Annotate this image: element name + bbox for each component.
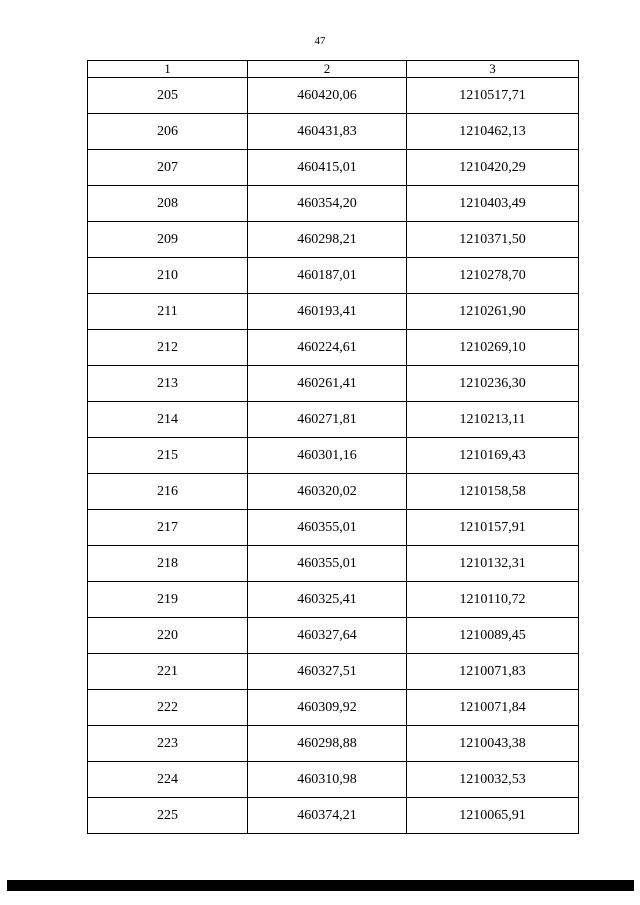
bottom-bar [7, 880, 634, 891]
table-row [88, 258, 579, 294]
header-cell-2: 2 [248, 61, 407, 78]
y-coordinate-cell: 1210065,91 [407, 798, 579, 834]
y-coordinate-cell: 1210269,10 [407, 330, 579, 366]
point-number-cell: 219 [88, 582, 248, 618]
table-row [88, 438, 579, 474]
y-coordinate-cell: 1210043,38 [407, 726, 579, 762]
x-coordinate-cell: 460374,21 [248, 798, 407, 834]
x-coordinate-cell: 460325,41 [248, 582, 407, 618]
point-number-cell: 225 [88, 798, 248, 834]
table-body [88, 78, 579, 834]
point-number-cell: 214 [88, 402, 248, 438]
point-number-cell: 206 [88, 114, 248, 150]
point-number-cell: 224 [88, 762, 248, 798]
x-coordinate-cell: 460320,02 [248, 474, 407, 510]
header-cell-1: 1 [88, 61, 248, 78]
x-coordinate-cell: 460224,61 [248, 330, 407, 366]
x-coordinate-cell: 460327,51 [248, 654, 407, 690]
y-coordinate-cell: 1210462,13 [407, 114, 579, 150]
point-number-cell: 210 [88, 258, 248, 294]
y-coordinate-cell: 1210071,83 [407, 654, 579, 690]
point-number-cell: 211 [88, 294, 248, 330]
table-row [88, 294, 579, 330]
x-coordinate-cell: 460298,21 [248, 222, 407, 258]
x-coordinate-cell: 460415,01 [248, 150, 407, 186]
point-number-cell: 216 [88, 474, 248, 510]
point-number-cell: 217 [88, 510, 248, 546]
x-coordinate-cell: 460327,64 [248, 618, 407, 654]
table-row [88, 474, 579, 510]
table-row [88, 150, 579, 186]
x-coordinate-cell: 460420,06 [248, 78, 407, 114]
y-coordinate-cell: 1210517,71 [407, 78, 579, 114]
table-row [88, 726, 579, 762]
table-row [88, 330, 579, 366]
table-row [88, 222, 579, 258]
table-row [88, 78, 579, 114]
y-coordinate-cell: 1210169,43 [407, 438, 579, 474]
table-row [88, 654, 579, 690]
x-coordinate-cell: 460354,20 [248, 186, 407, 222]
table-row [88, 186, 579, 222]
point-number-cell: 207 [88, 150, 248, 186]
x-coordinate-cell: 460187,01 [248, 258, 407, 294]
x-coordinate-cell: 460310,98 [248, 762, 407, 798]
y-coordinate-cell: 1210236,30 [407, 366, 579, 402]
x-coordinate-cell: 460355,01 [248, 546, 407, 582]
table-row [88, 690, 579, 726]
x-coordinate-cell: 460261,41 [248, 366, 407, 402]
table-row [88, 546, 579, 582]
table-row [88, 366, 579, 402]
y-coordinate-cell: 1210132,31 [407, 546, 579, 582]
table-row [88, 114, 579, 150]
y-coordinate-cell: 1210278,70 [407, 258, 579, 294]
y-coordinate-cell: 1210158,58 [407, 474, 579, 510]
point-number-cell: 213 [88, 366, 248, 402]
table-header [88, 61, 579, 78]
y-coordinate-cell: 1210403,49 [407, 186, 579, 222]
y-coordinate-cell: 1210261,90 [407, 294, 579, 330]
y-coordinate-cell: 1210371,50 [407, 222, 579, 258]
table-row [88, 618, 579, 654]
page-number: 47 [314, 35, 326, 47]
y-coordinate-cell: 1210213,11 [407, 402, 579, 438]
point-number-cell: 221 [88, 654, 248, 690]
x-coordinate-cell: 460193,41 [248, 294, 407, 330]
x-coordinate-cell: 460298,88 [248, 726, 407, 762]
table-row [88, 762, 579, 798]
x-coordinate-cell: 460301,16 [248, 438, 407, 474]
y-coordinate-cell: 1210157,91 [407, 510, 579, 546]
point-number-cell: 223 [88, 726, 248, 762]
y-coordinate-cell: 1210420,29 [407, 150, 579, 186]
point-number-cell: 215 [88, 438, 248, 474]
point-number-cell: 209 [88, 222, 248, 258]
table-row [88, 798, 579, 834]
y-coordinate-cell: 1210089,45 [407, 618, 579, 654]
point-number-cell: 208 [88, 186, 248, 222]
y-coordinate-cell: 1210110,72 [407, 582, 579, 618]
coordinates-table [87, 60, 579, 834]
table-row [88, 510, 579, 546]
table-row [88, 582, 579, 618]
header-row [88, 61, 579, 78]
y-coordinate-cell: 1210032,53 [407, 762, 579, 798]
x-coordinate-cell: 460355,01 [248, 510, 407, 546]
point-number-cell: 205 [88, 78, 248, 114]
point-number-cell: 212 [88, 330, 248, 366]
table-row [88, 402, 579, 438]
point-number-cell: 218 [88, 546, 248, 582]
x-coordinate-cell: 460431,83 [248, 114, 407, 150]
point-number-cell: 220 [88, 618, 248, 654]
point-number-cell: 222 [88, 690, 248, 726]
header-cell-3: 3 [407, 61, 579, 78]
x-coordinate-cell: 460309,92 [248, 690, 407, 726]
y-coordinate-cell: 1210071,84 [407, 690, 579, 726]
x-coordinate-cell: 460271,81 [248, 402, 407, 438]
